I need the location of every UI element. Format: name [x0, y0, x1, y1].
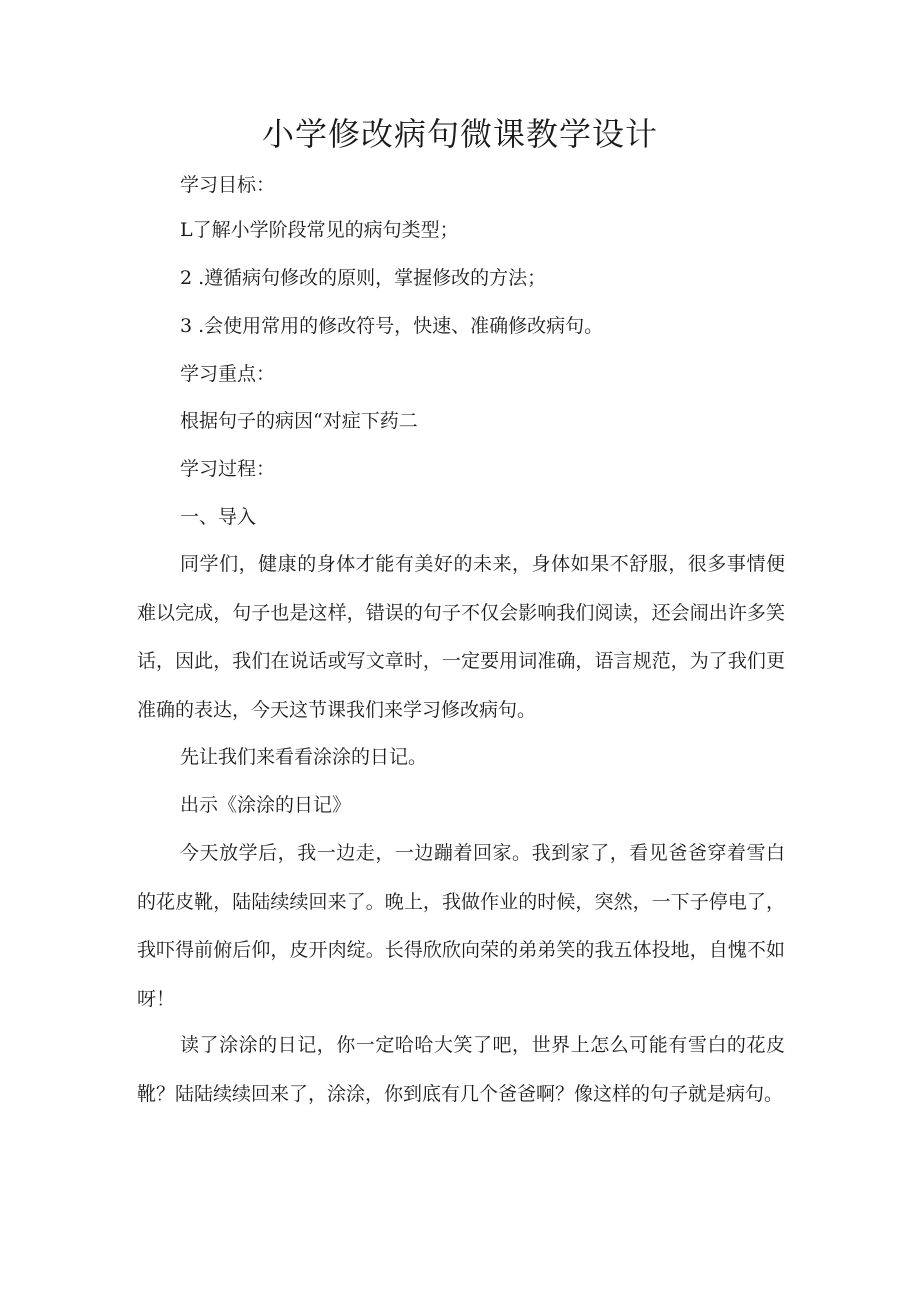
conclusion-paragraph: 读了涂涂的日记，你一定哈哈大笑了吧，世界上怎么可能有雪白的花皮靴？陆陆续续回来了，涂涂，你到底有几个爸爸啊？像这样的句子就是病句。 [137, 1034, 785, 1105]
intro-paragraph: 同学们，健康的身体才能有美好的未来，身体如果不舒服，很多事情便难以完成，句子也是这样，错误的句子不仅会影响我们阅读，还会闹出许多笑话，因此，我们在说话或写文章时，一定要用词准确，语言规范，为了我们更准确的表达，今天这节课我们来学习修改病句。 [137, 553, 785, 721]
section-one-heading: 一、导入 [180, 506, 257, 528]
document-title: 小学修改病句微课教学设计 [261, 115, 658, 153]
diary-lead: 先让我们来看看涂涂的日记。 [180, 746, 428, 768]
diary-show: 出示《涂涂的日记》 [180, 794, 352, 816]
diary-paragraph: 今天放学后，我一边走，一边蹦着回家。我到家了，看见爸爸穿着雪白的花皮靴，陆陆续续回来了。晚上，我做作业的时候，突然，一下子停电了，我吓得前俯后仰，皮开肉绽。长得欣欣向荣的弟弟笑的我五体投地，自愧不如呀！ [137, 842, 785, 1010]
focus-text: 根据句子的病因“对症下药二 [180, 410, 418, 432]
focus-heading: 学习重点： [180, 363, 276, 385]
objectives-heading: 学习目标： [180, 174, 276, 196]
objective-item-2: 2 .遵循病句修改的原则，掌握修改的方法； [180, 267, 547, 289]
objective-item-3: 3 .会使用常用的修改符号，快速、准确修改病句。 [180, 315, 604, 337]
objective-item-1: L了解小学阶段常见的病句类型； [180, 219, 459, 241]
process-heading: 学习过程： [180, 458, 276, 480]
